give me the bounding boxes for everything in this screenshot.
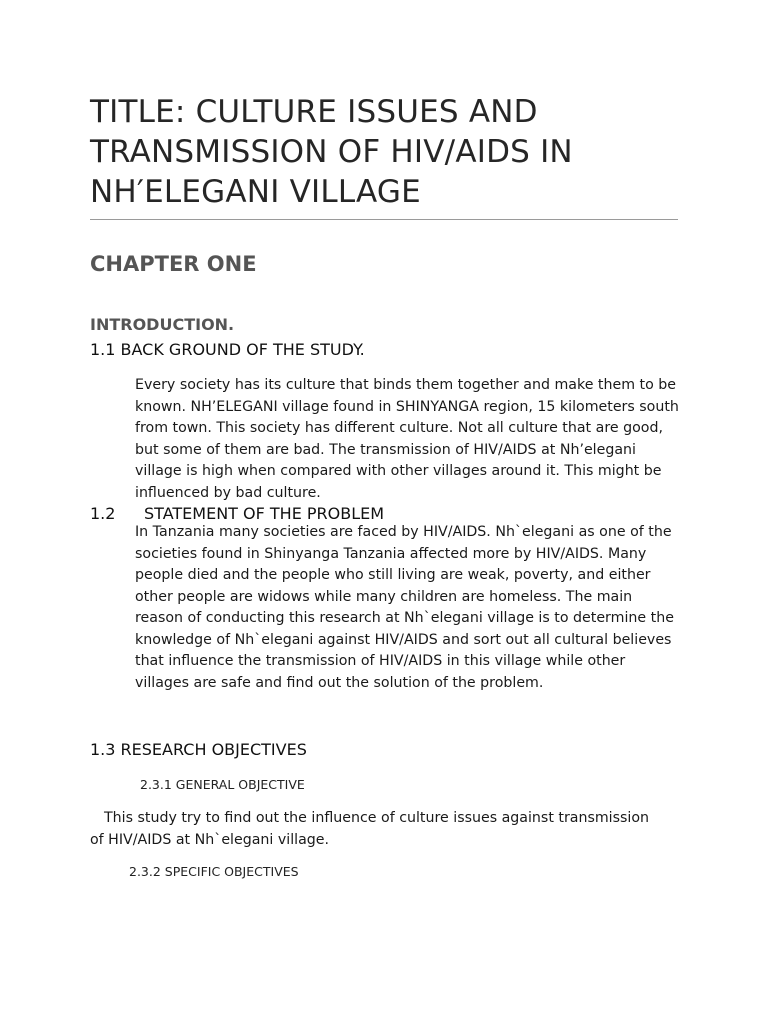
background-heading-text: 1.1 BACK GROUND OF THE STUDY: [90, 340, 360, 359]
document-title: TITLE: CULTURE ISSUES AND TRANSMISSION OF HIV/AIDS IN NH′ELEGANI VILLAGE: [90, 94, 573, 210]
specific-objectives-heading: 2.3.2 SPECIFIC OBJECTIVES: [129, 864, 299, 879]
statement-heading: [90, 504, 384, 523]
statement-heading-number: 1.2: [90, 504, 116, 523]
title-divider: [90, 219, 678, 220]
background-paragraph: Every society has its culture that binds them together and make them to be known. NH’ELEGANI village found in SHINYANGA region, 15 kilometers south from town. This society has different culture. Not all culture that are good, but some of them are bad. The transmission of HIV/AIDS at Nh’elegani village is high when compared with other villages around it. This might be influenced by bad culture.: [135, 377, 679, 501]
chapter-heading: CHAPTER ONE: [90, 252, 257, 276]
general-objective-heading: 2.3.1 GENERAL OBJECTIVE: [140, 777, 305, 792]
general-objective-paragraph: This study try to find out the influence of culture issues against transmission of HIV/AIDS at Nh`elegani village.: [90, 810, 650, 848]
background-heading: [90, 340, 365, 359]
statement-paragraph: In Tanzania many societies are faced by HIV/AIDS. Nh`elegani as one of the societies found in Shinyanga Tanzania affected more by HIV/AIDS. Many people died and the people who still living are weak, poverty, and either other people are widows while many children are homeless. The main reason of conducting this research at Nh`elegani village is to determine the knowledge of Nh`elegani against HIV/AIDS and sort out all cultural believes that influence the transmission of HIV/AIDS in this village while other villages are safe and find out the solution of the problem.: [135, 524, 674, 691]
background-heading-period: .: [359, 340, 365, 359]
statement-heading-text: STATEMENT OF THE PROBLEM: [144, 504, 385, 523]
objectives-heading: 1.3 RESEARCH OBJECTIVES: [90, 740, 307, 759]
introduction-heading: INTRODUCTION.: [90, 315, 235, 334]
